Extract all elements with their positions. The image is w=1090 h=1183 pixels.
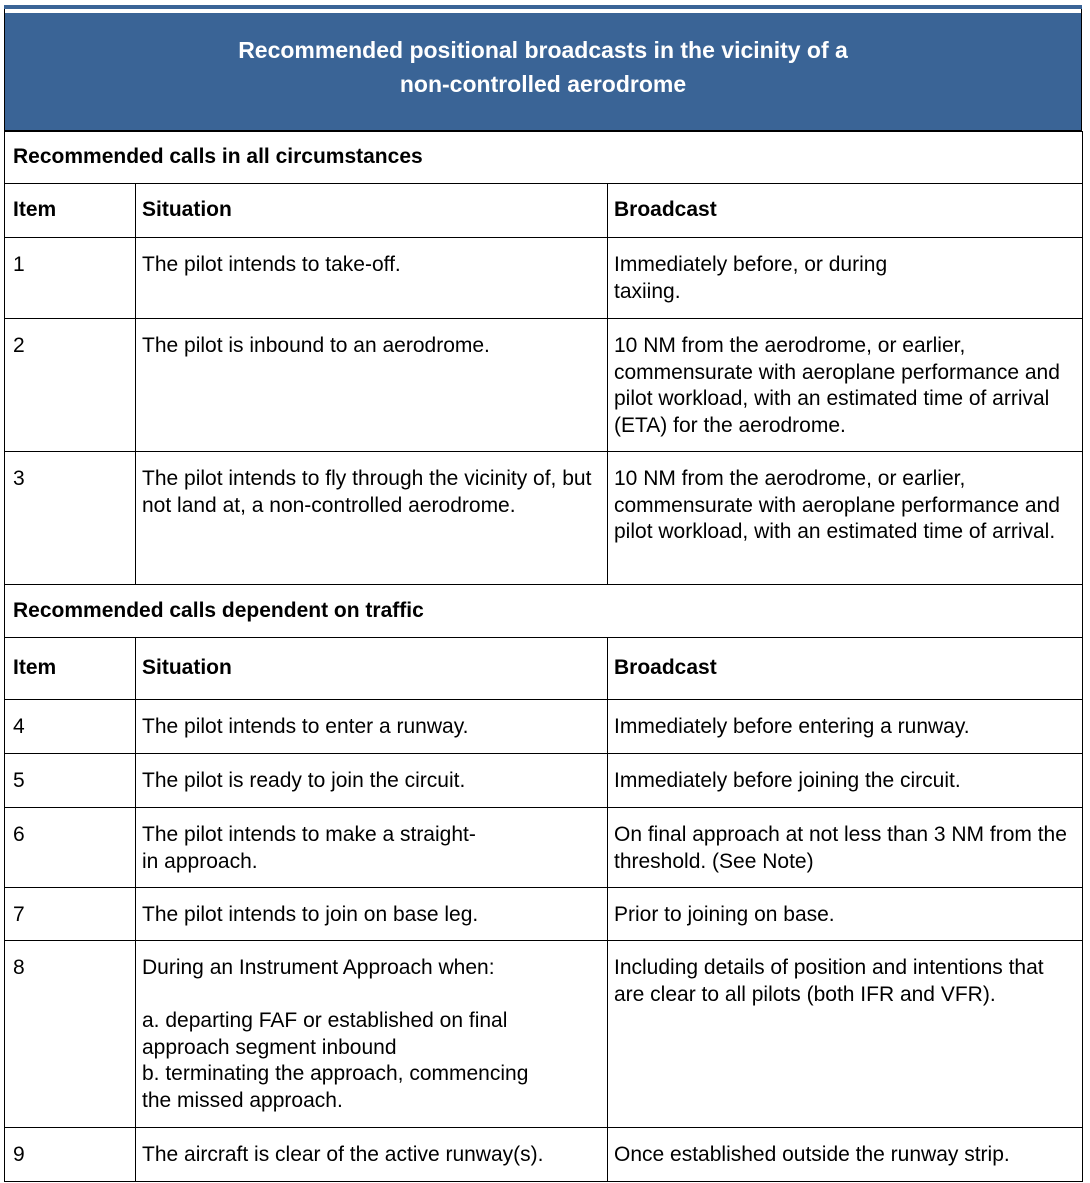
situation-cell <box>136 941 608 1128</box>
broadcast-cell: Once established outside the runway strip. <box>608 1128 1083 1182</box>
table-row <box>5 238 1083 319</box>
item-number: 6 <box>5 808 136 888</box>
column-header-situation: Situation <box>136 638 608 700</box>
broadcast-cell: On final approach at not less than 3 NM from the threshold. (See Note) <box>608 808 1083 888</box>
situation-cell: The pilot intends to fly through the vicinity of, but not land at, a non-controlled aerodrome. <box>136 452 608 585</box>
item-number: 3 <box>5 452 136 585</box>
table-row <box>5 941 1083 1128</box>
item-number: 7 <box>5 888 136 941</box>
item-number: 2 <box>5 319 136 452</box>
table-row <box>5 808 1083 888</box>
section-heading-row <box>5 132 1083 184</box>
broadcast-cell: Prior to joining on base. <box>608 888 1083 941</box>
column-header-broadcast: Broadcast <box>608 638 1083 700</box>
item-number: 4 <box>5 700 136 754</box>
column-header-row <box>5 638 1083 700</box>
broadcast-table <box>4 131 1083 1182</box>
situation-intro: During an Instrument Approach when: <box>142 956 495 979</box>
broadcast-cell: Immediately before, or during taxiing. <box>608 238 1083 319</box>
situation-cell: The pilot intends to take-off. <box>136 238 608 319</box>
column-header-item: Item <box>5 638 136 700</box>
title-line-2: non-controlled aerodrome <box>399 70 687 97</box>
situation-cell: The pilot intends to join on base leg. <box>136 888 608 941</box>
section-heading-row <box>5 585 1083 638</box>
table-title <box>4 13 1082 131</box>
situation-cell: The pilot is inbound to an aerodrome. <box>136 319 608 452</box>
title-line-1: Recommended positional broadcasts in the vicinity of a <box>238 36 848 63</box>
situation-option-b: b. terminating the approach, commencing the missed approach. <box>142 1062 529 1112</box>
table-row <box>5 754 1083 808</box>
broadcast-cell: Including details of position and intentions that are clear to all pilots (both IFR and VFR). <box>608 941 1083 1128</box>
table-row <box>5 888 1083 941</box>
column-header-situation: Situation <box>136 184 608 238</box>
situation-cell: The pilot intends to enter a runway. <box>136 700 608 754</box>
table-row <box>5 1128 1083 1182</box>
section-heading: Recommended calls in all circumstances <box>5 132 1083 184</box>
situation-option-a: a. departing FAF or established on final approach segment inbound <box>142 1009 508 1059</box>
broadcast-table-container <box>4 5 1082 1182</box>
situation-cell: The pilot intends to make a straight-in approach. <box>136 808 608 888</box>
item-number: 8 <box>5 941 136 1128</box>
column-header-item: Item <box>5 184 136 238</box>
table-row <box>5 319 1083 452</box>
column-header-row <box>5 184 1083 238</box>
table-row <box>5 700 1083 754</box>
situation-cell: The aircraft is clear of the active runway(s). <box>136 1128 608 1182</box>
item-number: 1 <box>5 238 136 319</box>
column-header-broadcast: Broadcast <box>608 184 1083 238</box>
section-heading: Recommended calls dependent on traffic <box>5 585 1083 638</box>
table-row <box>5 452 1083 585</box>
item-number: 5 <box>5 754 136 808</box>
situation-cell: The pilot is ready to join the circuit. <box>136 754 608 808</box>
broadcast-cell: 10 NM from the aerodrome, or earlier, commensurate with aeroplane performance and pilot workload, with an estimated time of arrival. <box>608 452 1083 585</box>
broadcast-cell: Immediately before entering a runway. <box>608 700 1083 754</box>
broadcast-cell: 10 NM from the aerodrome, or earlier, commensurate with aeroplane performance and pilot workload, with an estimated time of arrival (ETA) for the aerodrome. <box>608 319 1083 452</box>
broadcast-cell: Immediately before joining the circuit. <box>608 754 1083 808</box>
item-number: 9 <box>5 1128 136 1182</box>
